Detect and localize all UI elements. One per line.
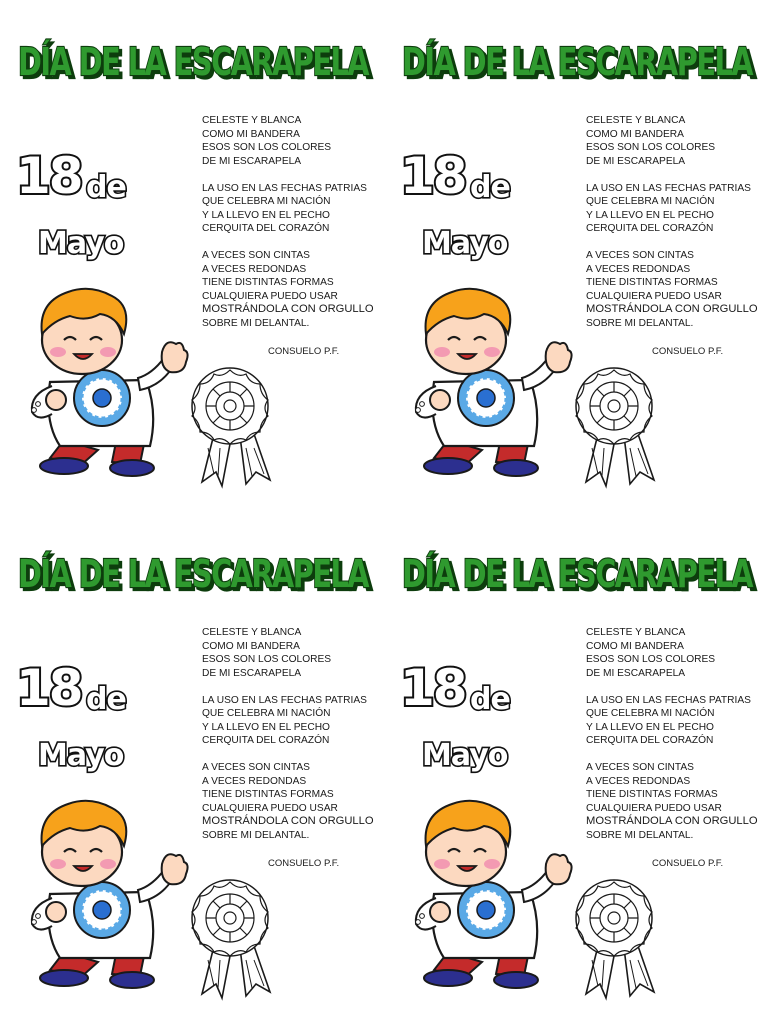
card-title-shadow: DÍA DE LA ESCARAPELA: [21, 43, 373, 87]
poem-author: CONSUELO P.F.: [268, 346, 340, 357]
card-title-text: DÍA DE LA ESCARAPELA: [402, 552, 754, 596]
poem-author: CONSUELO P.F.: [652, 346, 724, 357]
date-number: 18: [400, 659, 466, 717]
date-de: de: [470, 170, 510, 205]
poem-stanza: [586, 626, 764, 680]
poem-line: SOBRE MI DELANTAL.: [202, 829, 310, 841]
poem-line: TIENE DISTINTAS FORMAS: [586, 277, 718, 288]
poem-stanza: [586, 761, 764, 842]
poem: [586, 114, 764, 344]
date-number: 18: [16, 147, 82, 205]
date-badge: [10, 135, 150, 275]
date-number: 18: [400, 147, 466, 205]
date-month: Mayo: [422, 738, 508, 773]
poem-line: DE MI ESCARAPELA: [586, 667, 686, 679]
cockade-ribbon-outline-icon: [568, 364, 664, 490]
poem-line: LA USO EN LAS FECHAS PATRIAS: [586, 182, 751, 194]
poem-line: CUALQUIERA PUEDO USAR: [202, 802, 338, 814]
poem-line: CERQUITA DEL CORAZÓN: [586, 735, 714, 746]
poem-line: QUE CELEBRA MI NACIÓN: [202, 196, 331, 207]
poem-line: A VECES SON CINTAS: [202, 762, 310, 773]
date-badge: [394, 135, 534, 275]
cockade-ribbon-outline-icon: [184, 876, 280, 1002]
poem-line: A VECES REDONDAS: [586, 263, 691, 275]
card-title-text: DÍA DE LA ESCARAPELA: [18, 552, 370, 596]
escarapela-card-3: [0, 512, 384, 1024]
poem-line: MOSTRÁNDOLA CON ORGULLO: [202, 303, 374, 315]
poem-line: ESOS SON LOS COLORES: [202, 654, 332, 665]
poem-line: DE MI ESCARAPELA: [202, 667, 302, 679]
poem-line: CELESTE Y BLANCA: [202, 115, 302, 126]
poem-line: LA USO EN LAS FECHAS PATRIAS: [202, 694, 367, 706]
escarapela-card-1: [0, 0, 384, 512]
poem-line: COMO MI BANDERA: [586, 128, 684, 140]
date-de: de: [470, 682, 510, 717]
poem-line: MOSTRÁNDOLA CON ORGULLO: [586, 815, 758, 827]
card-title-text: DÍA DE LA ESCARAPELA: [18, 40, 370, 84]
poem-line: A VECES SON CINTAS: [586, 762, 694, 773]
poem-line: A VECES REDONDAS: [202, 263, 307, 275]
poem-line: LA USO EN LAS FECHAS PATRIAS: [586, 694, 751, 706]
poem-line: A VECES REDONDAS: [586, 775, 691, 787]
card-title: [402, 538, 758, 608]
poem-line: ESOS SON LOS COLORES: [586, 142, 716, 153]
poem-line: Y LA LLEVO EN EL PECHO: [586, 721, 714, 733]
poem-line: CERQUITA DEL CORAZÓN: [202, 735, 330, 746]
poem-stanza: [586, 114, 764, 168]
poem-line: COMO MI BANDERA: [202, 640, 300, 652]
poem-line: QUE CELEBRA MI NACIÓN: [202, 708, 331, 719]
boy-with-cockade-illustration: [20, 282, 190, 482]
boy-with-cockade-illustration: [404, 282, 574, 482]
boy-with-cockade-illustration: [404, 794, 574, 994]
escarapela-card-4: [384, 512, 768, 1024]
date-month: Mayo: [38, 738, 124, 773]
poem-line: TIENE DISTINTAS FORMAS: [202, 789, 334, 800]
cockade-ribbon-outline-icon: [568, 876, 664, 1002]
date-de: de: [86, 682, 126, 717]
poem-stanza: [202, 114, 380, 168]
poem-stanza: [586, 249, 764, 330]
card-title-text: DÍA DE LA ESCARAPELA: [402, 40, 754, 84]
card-title: [18, 538, 374, 608]
poem-line: CUALQUIERA PUEDO USAR: [586, 802, 722, 814]
poem-line: A VECES SON CINTAS: [586, 250, 694, 261]
poem-line: Y LA LLEVO EN EL PECHO: [202, 209, 330, 221]
poem-line: DE MI ESCARAPELA: [586, 155, 686, 167]
poem-line: Y LA LLEVO EN EL PECHO: [586, 209, 714, 221]
poem-line: Y LA LLEVO EN EL PECHO: [202, 721, 330, 733]
poem-line: TIENE DISTINTAS FORMAS: [202, 277, 334, 288]
poem-line: COMO MI BANDERA: [586, 640, 684, 652]
escarapela-card-2: [384, 0, 768, 512]
poem-line: CUALQUIERA PUEDO USAR: [202, 290, 338, 302]
boy-with-cockade-illustration: [20, 794, 190, 994]
date-month: Mayo: [422, 226, 508, 261]
poem-author: CONSUELO P.F.: [268, 858, 340, 869]
poem-line: QUE CELEBRA MI NACIÓN: [586, 196, 715, 207]
poem-stanza: [202, 182, 380, 236]
poem-line: ESOS SON LOS COLORES: [202, 142, 332, 153]
poem-line: CELESTE Y BLANCA: [202, 627, 302, 638]
poem-line: ESOS SON LOS COLORES: [586, 654, 716, 665]
poem: [202, 114, 380, 344]
poem-stanza: [586, 182, 764, 236]
poem-line: CERQUITA DEL CORAZÓN: [202, 223, 330, 234]
date-month: Mayo: [38, 226, 124, 261]
poem: [586, 626, 764, 856]
poem-line: CELESTE Y BLANCA: [586, 627, 686, 638]
poem-line: LA USO EN LAS FECHAS PATRIAS: [202, 182, 367, 194]
poem-line: CELESTE Y BLANCA: [586, 115, 686, 126]
poem-stanza: [202, 626, 380, 680]
date-number: 18: [16, 659, 82, 717]
poem-line: SOBRE MI DELANTAL.: [586, 829, 694, 841]
poem: [202, 626, 380, 856]
poem-line: A VECES REDONDAS: [202, 775, 307, 787]
date-de: de: [86, 170, 126, 205]
poem-line: COMO MI BANDERA: [202, 128, 300, 140]
poem-line: MOSTRÁNDOLA CON ORGULLO: [586, 303, 758, 315]
card-title: [18, 26, 374, 96]
poem-stanza: [586, 694, 764, 748]
poem-line: CERQUITA DEL CORAZÓN: [586, 223, 714, 234]
poem-line: SOBRE MI DELANTAL.: [586, 317, 694, 329]
card-title-shadow: DÍA DE LA ESCARAPELA: [21, 555, 373, 599]
date-badge: [10, 647, 150, 787]
card-title-shadow: DÍA DE LA ESCARAPELA: [405, 43, 757, 87]
poem-line: DE MI ESCARAPELA: [202, 155, 302, 167]
poem-line: MOSTRÁNDOLA CON ORGULLO: [202, 815, 374, 827]
poem-line: QUE CELEBRA MI NACIÓN: [586, 708, 715, 719]
poem-stanza: [202, 249, 380, 330]
poem-line: A VECES SON CINTAS: [202, 250, 310, 261]
poem-line: CUALQUIERA PUEDO USAR: [586, 290, 722, 302]
poem-stanza: [202, 694, 380, 748]
poem-line: SOBRE MI DELANTAL.: [202, 317, 310, 329]
card-title: [402, 26, 758, 96]
poem-line: TIENE DISTINTAS FORMAS: [586, 789, 718, 800]
poem-stanza: [202, 761, 380, 842]
date-badge: [394, 647, 534, 787]
poem-author: CONSUELO P.F.: [652, 858, 724, 869]
card-title-shadow: DÍA DE LA ESCARAPELA: [405, 555, 757, 599]
cockade-ribbon-outline-icon: [184, 364, 280, 490]
